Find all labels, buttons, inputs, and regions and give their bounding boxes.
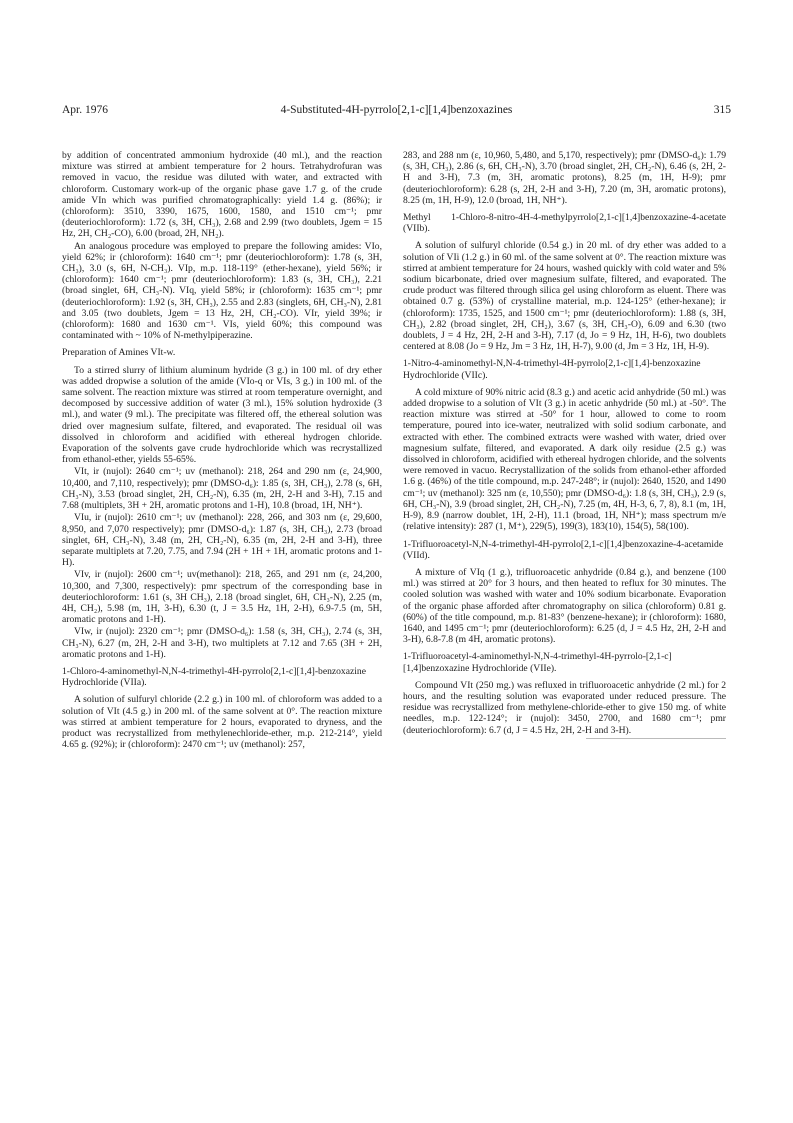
paragraph: A solution of sulfuryl chloride (0.54 g.) in 20 ml. of dry ether was added to a solution of VIi (1.2 g.) in 60 ml. of the same solvent at 0°. The reaction mixture was stirred at ambient temperature for 24 hours, washed quickly with cold water and 5% sodium bicarbonate, dried over magnesium sulfate, filtered, and evaporated. The crude product was filtered through silica gel using chloroform as eluent. There was obtained 0.7 g. (53%) of crystalline material, m.p. 124-125° (ether-hexane); ir (chloroform): 1735, 1525, and 1500 cm⁻¹; pmr (deuteriochloroform): 1.88 (s, 3H, CH₃), 2.82 (broad singlet, 2H, CH₂), 3.67 (s, 3H, CH₃-O), 6.09 and 6.30 (two doublets, J = 4 Hz, 2H, 2-H and 3-H), 7.17 (d, Jo = 9 Hz, 1H, H-6), two doublets centered at 8.08 (Jo = 9 Hz, Jm = 3 Hz, 1H, H-7), 9.00 (d, Jm = 3 Hz, 1H, H-9). — [403, 240, 726, 353]
paragraph: VIt, ir (nujol): 2640 cm⁻¹; uv (methanol): 218, 264 and 290 nm (ε, 24,900, 10,400, and 7,110, respectively); pmr (DMSO-d₆): 1.85 (s, 3H, CH₃), 2.78 (s, 6H, CH₃-N), 3.53 (broad singlet, 2H, CH₂-N), 6.35 (m, 2H, 2-H and 3-H), 7.15 and 7.68 (multiplets, 3H + 2H, aromatic protons and 1-H), 10.8 (broad, 1H, NH⁺). — [62, 466, 382, 512]
running-header — [62, 104, 731, 122]
paragraph: An analogous procedure was employed to prepare the following amides: VIo, yield 62%; ir (chloroform): 1640 cm⁻¹; pmr (deuteriochloroform): 1.78 (s, 3H, CH₃), 3.0 (s, 6H, N-CH₃). VIp, m.p. 118-119° (ether-hexane), yield 56%; ir (chloroform): 1640 cm⁻¹; pmr (deuteriochloroform): 1.83 (s, 3H, CH₃), 2.21 (broad singlet, 6H, CH₃-N). VIq, yield 58%; ir (chloroform): 1635 cm⁻¹; pmr (deuteriochloroform): 1.92 (s, 3H, CH₃), 2.55 and 2.83 (singlets, 6H, CH₃-N), 2.81 and 3.05 (two doublets, Jgem = 13 Hz, 2H, CH₂-CO). VIr, yield 39%; ir (chloroform): 1680 and 1630 cm⁻¹. VIs, yield 60%; this compound was contaminated with ~ 10% of N-methylpiperazine. — [62, 240, 382, 342]
paragraph: VIv, ir (nujol): 2600 cm⁻¹; uv(methanol): 218, 265, and 291 nm (ε, 24,200, 10,300, and 7,300, respectively): pmr spectrum of the corresponding base in deuteriochloroform: 1.61 (s, 3H CH₃), 2.18 (broad singlet, 6H, CH₃-N), 2.25 (m, 4H, CH₂), 5.98 (m, 1H, 3-H), 6.30 (t, J = 3.5 Hz, 1H, 2-H), 6.9-7.5 (m, 5H, aromatic protons and 1-H). — [62, 569, 382, 626]
paragraph: To a stirred slurry of lithium aluminum hydride (3 g.) in 100 ml. of dry ether was added dropwise a solution of the amide (VIo-q or VIs, 3 g.) in 100 ml. of the same solvent. The reaction mixture was stirred at room temperature overnight, and decomposed by successive addition of water (3 ml.), 15% solution hydroxide (3 ml.), and water (9 ml.). The precipitate was filtered off, the ethereal solution was dried over magnesium sulfate, filtered, and evaporated. The residual oil was dissolved in chloroform and acidified with ethereal hydrogen chloride. Evaporation of the solvents gave crude hydrochloride which was recrystallized from ethanol-ether, yields 55-65%. — [62, 364, 382, 466]
section-heading: 1-Nitro-4-aminomethyl-N,N-4-trimethyl-4H-pyrrolo[2,1-c][1,4]-benzoxazine Hydrochloride (VIIc). — [403, 358, 701, 381]
running-title: 4-Substituted-4H-pyrrolo[2,1-c][1,4]benzoxazines — [280, 104, 513, 116]
end-rule — [586, 738, 726, 739]
paragraph: VIu, ir (nujol): 2610 cm⁻¹; uv (methanol): 228, 266, and 303 nm (ε, 29,600, 8,950, and 7,070 respectively); pmr (DMSO-d₆): 1.87 (s, 3H, CH₃), 2.73 (broad singlet, 6H, CH₃-N), 3.48 (m, 2H, CH₂-N), 6.35 (m, 2H, 2-H and 3-H), three separate multiplets at 7.20, 7.75, and 7.94 (2H + 1H + 1H, aromatic protons and 1-H). — [62, 512, 382, 569]
left-column — [62, 150, 382, 751]
page-number: 315 — [713, 104, 731, 116]
paragraph: A mixture of VIq (1 g.), trifluoroacetic anhydride (0.84 g.), and benzene (100 ml.) was stirred at 20° for 3 hours, and then heated to reflux for 30 minutes. The cooled solution was washed with water and 10% sodium bicarbonate. Evaporation of the organic phase afforded after chromatography on silica (chloroform) 0.81 g. (60%) of the title compound, m.p. 81-83° (benzene-hexane); ir (chloroform): 1680, 1640, and 1495 cm⁻¹; pmr (deuteriochloroform): 6.25 (d, J = 4.5 Hz, 2H, 2-H and 3-H), 6.8-7.8 (m 4H, aromatic protons). — [403, 566, 726, 646]
section-heading: 1-Chloro-4-aminomethyl-N,N-4-trimethyl-4H-pyrrolo[2,1-c][1,4]-benzoxazine Hydrochloride (VIIa). — [62, 665, 366, 689]
paragraph: A cold mixture of 90% nitric acid (8.3 g.) and acetic acid anhydride (50 ml.) was added dropwise to a solution of VIt (3 g.) in acetic anhydride (50 ml.) at -50°. The reaction mixture was stirred at -50° for 1 hour, allowed to come to room temperature, poured into ice-water, neutralized with solid sodium carbonate, and extracted with ether. The combined extracts were washed with water, dried over magnesium sulfate, filtered, and evaporated. A dark oily residue (2.5 g.) was dissolved in chloroform, acidified with ethereal hydrogen chloride, and the solvents were removed in vacuo. Recrystallization of the solids from ethanol-ether afforded 1.6 g. (46%) of the title compound, m.p. 247-248°; ir (nujol): 2640, 1520, and 1490 cm⁻¹; uv (methanol): 325 nm (ε, 10,550); pmr (DMSO-d₆): 1.8 (s, 3H, CH₃), 2.9 (s, 6H, CH₃-N), 3.9 (broad singlet, 2H, CH₂-N), 7.25 (m, 4H, H-3, 6, 7, 8), 8.1 (m, 1H, H-9), 8.9 (narrow doublet, 1H, 2-H), 11.1 (broad, 1H, NH⁺); mass spectrum m/e (relative intensity): 287 (1, M⁺), 229(5), 199(3), 183(10), 154(5), 58(100). — [403, 386, 726, 533]
section-heading: Preparation of Amines VIt-w. — [62, 347, 176, 359]
paragraph: Compound VIt (250 mg.) was refluxed in trifluoroacetic anhydride (2 ml.) for 2 hours, and the resulting solution was evaporated under reduced pressure. The residue was recrystallized from methylene-chloride-ether to give 150 mg. of white needles, m.p. 122-124°; ir (nujol): 3450, 2700, and 1680 cm⁻¹; pmr (deuteriochloroform): 6.7 (d, J = 4.5 Hz, 2H, 2-H and 3-H). — [403, 679, 726, 736]
section-heading: Methyl 1-Chloro-8-nitro-4H-4-methylpyrrolo[2,1-c][1,4]benzoxazine-4-acetate (VIIb). — [403, 212, 726, 235]
right-column — [403, 150, 726, 739]
paragraph: VIw, ir (nujol): 2320 cm⁻¹; pmr (DMSO-d₆): 1.58 (s, 3H, CH₃), 2.74 (s, 3H, CH₃-N), 6.27 (m, 2H, 2-H and 3-H), two multiplets at 7.12 and 7.65 (3H + 2H, aromatic protons and 1-H). — [62, 626, 382, 660]
paragraph: A solution of sulfuryl chloride (2.2 g.) in 100 ml. of chloroform was added to a solution of VIt (4.5 g.) in 200 ml. of the same solvent at 0°. The reaction mixture was stirred at ambient temperature for 2 hours, evaporated to dryness, and the product was recrystallized from methylenechloride-ether, m.p. 212-214°, yield 4.65 g. (92%); ir (chloroform): 2470 cm⁻¹; uv (methanol): 257, — [62, 694, 382, 751]
paragraph: by addition of concentrated ammonium hydroxide (40 ml.), and the reaction mixture was stirred at ambient temperature for 2 hours. Tetrahydrofuran was removed in vacuo, the residue was diluted with water, and extracted with chloroform. Customary work-up of the organic phase gave 1.7 g. of the crude amide VIn which was purified chromatographically: yield 1.4 g. (86%); ir (chloroform): 3510, 3390, 1675, 1600, 1580, and 1510 cm⁻¹; pmr (deuteriochloroform): 1.72 (s, 3H, CH₃), 2.68 and 2.99 (two doublets, Jgem = 15 Hz, 2H, CH₂-CO), 6.00 (broad, 2H, NH₂). — [62, 150, 382, 240]
paragraph: 283, and 288 nm (ε, 10,960, 5,480, and 5,170, respectively); pmr (DMSO-d₆): 1.79 (s, 3H, CH₃), 2.86 (s, 6H, CH₃-N), 3.70 (broad singlet, 2H, CH₂-N), 6.46 (s, 2H, 2-H and 3-H), 7.3 (m, 3H, aromatic protons), 8.25 (m, 1H, H-9); pmr (deuteriochloroform): 6.28 (s, 2H, 2-H and 3-H), 7.20 (m, 3H, aromatic protons), 8.25 (m, 1H, H-9), 12.0 (broad, 1H, NH⁺). — [403, 150, 726, 206]
section-heading: 1-Trifluoroacetyl-4-aminomethyl-N,N-4-trimethyl-4H-pyrrolo-[2,1-c][1,4]benzoxazine Hydrochloride (VIIe). — [403, 651, 672, 674]
issue-date: Apr. 1976 — [62, 104, 108, 116]
section-heading: 1-Trifluoroacetyl-N,N-4-trimethyl-4H-pyrrolo[2,1-c][1,4]benzoxazine-4-acetamide (VIId). — [403, 538, 724, 561]
